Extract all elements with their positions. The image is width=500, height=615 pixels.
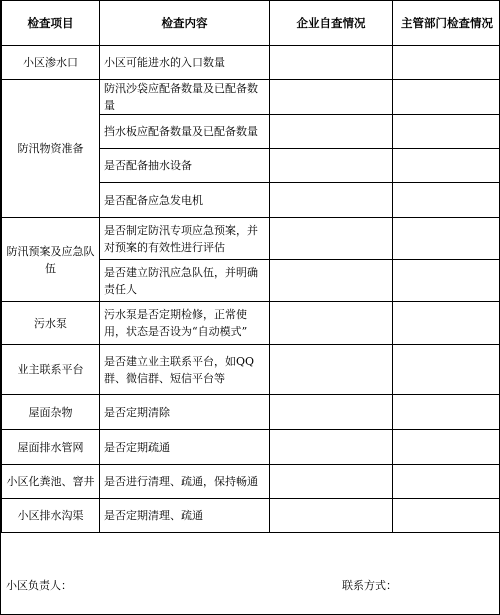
table-row [2,218,500,260]
authority-check-cell[interactable] [393,115,500,149]
self-check-cell[interactable] [270,395,393,430]
table-row [2,46,500,80]
form-footer [1,545,500,615]
authority-check-cell[interactable] [393,80,500,115]
self-check-cell[interactable] [270,345,393,395]
content-cell: 是否配备应急发电机 [100,183,270,218]
authority-check-cell[interactable] [393,465,500,499]
item-cell: 污水泵 [2,302,100,345]
content-cell: 防汛沙袋应配备数量及已配备数量 [100,80,270,115]
contact-info-label: 联系方式： [342,579,397,592]
authority-check-cell[interactable] [393,430,500,465]
table-row [2,499,500,533]
content-cell: 是否配备抽水设备 [100,149,270,183]
header-item: 检查项目 [2,1,100,46]
self-check-cell[interactable] [270,465,393,499]
item-cell: 屋面排水管网 [2,430,100,465]
self-check-cell[interactable] [270,430,393,465]
item-cell: 小区排水沟渠 [2,499,100,533]
inspection-table [1,0,500,533]
responsible-person-label: 小区负责人： [6,579,72,592]
header-authority-check: 主管部门检查情况 [393,1,500,46]
table-row [2,465,500,499]
authority-check-cell[interactable] [393,302,500,345]
item-cell: 防汛预案及应急队伍 [2,218,100,302]
authority-check-cell[interactable] [393,395,500,430]
item-cell: 屋面杂物 [2,395,100,430]
self-check-cell[interactable] [270,46,393,80]
authority-check-cell[interactable] [393,260,500,302]
table-row [2,80,500,115]
self-check-cell[interactable] [270,183,393,218]
self-check-cell[interactable] [270,499,393,533]
item-cell: 小区化粪池、窨井 [2,465,100,499]
self-check-cell[interactable] [270,149,393,183]
header-content: 检查内容 [100,1,270,46]
content-cell: 是否建立业主联系平台，如QQ群、微信群、短信平台等 [100,345,270,395]
header-self-check: 企业自查情况 [270,1,393,46]
table-row [2,302,500,345]
self-check-cell[interactable] [270,115,393,149]
content-cell: 污水泵是否定期检修，正常使用，状态是否设为“自动模式” [100,302,270,345]
self-check-cell[interactable] [270,260,393,302]
self-check-cell[interactable] [270,80,393,115]
content-cell: 是否进行清理、疏通，保持畅通 [100,465,270,499]
authority-check-cell[interactable] [393,46,500,80]
table-row [2,345,500,395]
item-cell: 业主联系平台 [2,345,100,395]
content-cell: 是否定期疏通 [100,430,270,465]
self-check-cell[interactable] [270,218,393,260]
authority-check-cell[interactable] [393,345,500,395]
content-cell: 是否建立防汛应急队伍，并明确责任人 [100,260,270,302]
self-check-cell[interactable] [270,302,393,345]
table-row [2,395,500,430]
authority-check-cell[interactable] [393,183,500,218]
item-cell: 小区渗水口 [2,46,100,80]
authority-check-cell[interactable] [393,218,500,260]
content-cell: 挡水板应配备数量及已配备数量 [100,115,270,149]
content-cell: 是否定期清除 [100,395,270,430]
authority-check-cell[interactable] [393,149,500,183]
content-cell: 小区可能进水的入口数量 [100,46,270,80]
table-row [2,430,500,465]
authority-check-cell[interactable] [393,499,500,533]
item-cell: 防汛物资准备 [2,80,100,218]
content-cell: 是否定期清理、疏通 [100,499,270,533]
content-cell: 是否制定防汛专项应急预案，并对预案的有效性进行评估 [100,218,270,260]
table-header-row [2,1,500,46]
